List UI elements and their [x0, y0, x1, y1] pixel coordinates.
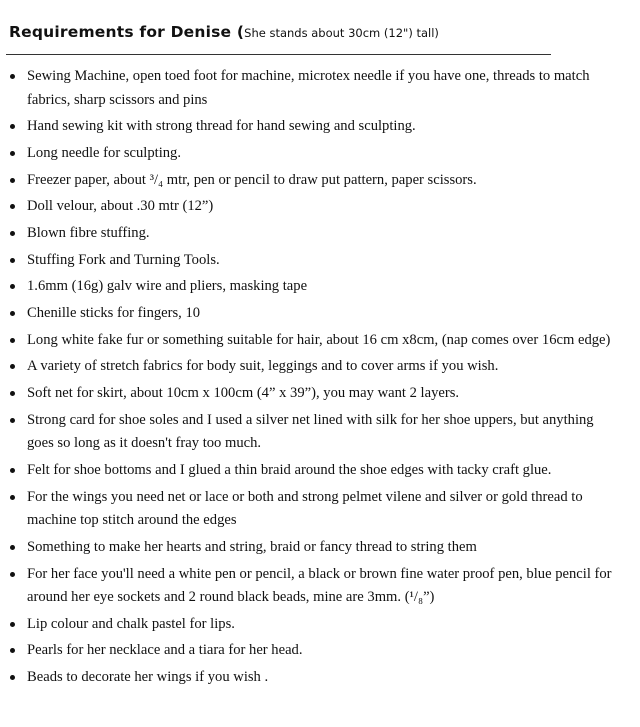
bullet-icon — [10, 258, 15, 263]
list-item — [0, 459, 620, 483]
page-heading — [9, 22, 439, 41]
list-item — [0, 409, 620, 456]
list-item — [0, 355, 620, 379]
list-item-text: A variety of stretch fabrics for body suit, leggings and to cover arms if you wish. — [27, 358, 499, 375]
list-item-text: Chenille sticks for fingers, 10 — [27, 305, 201, 321]
bullet-icon — [10, 204, 15, 209]
list-item — [0, 275, 620, 299]
list-item — [0, 249, 620, 273]
list-item — [0, 329, 620, 353]
list-item — [0, 382, 620, 406]
list-item — [0, 639, 620, 663]
list-item — [0, 666, 620, 690]
bullet-icon — [10, 124, 15, 129]
list-item-text: Something to make her hearts and string, braid or fancy thread to string them — [27, 538, 477, 555]
list-item — [0, 486, 620, 533]
bullet-icon — [10, 391, 15, 396]
list-item-text: 1.6mm (16g) galv wire and pliers, masking tape — [27, 278, 308, 295]
list-item-text: Doll velour, about .30 mtr (12”) — [27, 198, 214, 215]
list-item-text: Strong card for shoe soles and I used a silver net lined with silk for her shoe uppers, but anything goes so long as it doesn't fray too much. — [27, 411, 594, 452]
list-item-text: Beads to decorate her wings if you wish . — [27, 669, 269, 686]
bullet-icon — [10, 572, 15, 577]
list-item-text: Lip colour and chalk pastel for lips. — [27, 615, 235, 632]
list-item-text: For the wings you need net or lace or both and strong pelmet vilene and silver or gold thread to machine top stitch around the edges — [27, 488, 583, 529]
list-item-text: Hand sewing kit with strong thread for hand sewing and sculpting. — [27, 118, 416, 135]
list-item-text: Felt for shoe bottoms and I glued a thin braid around the shoe edges with tacky craft glue. — [27, 461, 552, 478]
list-item-text: Pearls for her necklace and a tiara for her head. — [27, 642, 303, 659]
bullet-icon — [10, 622, 15, 627]
list-item — [0, 222, 620, 246]
list-item — [0, 169, 620, 193]
list-item — [0, 115, 620, 139]
list-item-text: Freezer paper, about ³/₄ mtr, pen or pencil to draw put pattern, paper scissors. — [27, 171, 477, 188]
bullet-icon — [10, 675, 15, 680]
list-item — [0, 65, 620, 112]
list-item-text: For her face you'll need a white pen or pencil, a black or brown fine water proof pen, blue pencil for around her eye sockets and 2 round black beads, mine are 3mm. (¹/₈”) — [27, 565, 612, 605]
list-item — [0, 613, 620, 637]
requirements-list — [0, 65, 620, 693]
bullet-icon — [10, 418, 15, 423]
bullet-icon — [10, 178, 15, 183]
list-item — [0, 302, 620, 326]
list-item-text: Long white fake fur or something suitable for hair, about 16 cm x8cm, (nap comes over 16cm edge) — [27, 331, 611, 348]
bullet-icon — [10, 284, 15, 289]
heading-title: Requirements for Denise ( — [9, 23, 245, 41]
bullet-icon — [10, 648, 15, 653]
bullet-icon — [10, 545, 15, 550]
list-item — [0, 563, 620, 610]
list-item — [0, 195, 620, 219]
bullet-icon — [10, 364, 15, 369]
bullet-icon — [10, 231, 15, 236]
list-item — [0, 142, 620, 166]
heading-subtitle: She stands about 30cm (12") tall) — [244, 26, 439, 40]
bullet-icon — [10, 338, 15, 343]
list-item-text: Sewing Machine, open toed foot for machine, microtex needle if you have one, threads to match fabrics, sharp scissors and pins — [27, 68, 590, 108]
bullet-icon — [10, 495, 15, 500]
bullet-icon — [10, 151, 15, 156]
list-item-text: Stuffing Fork and Turning Tools. — [27, 251, 220, 268]
bullet-icon — [10, 468, 15, 473]
heading-divider — [6, 54, 551, 55]
list-item-text: Blown fibre stuffing. — [27, 224, 150, 241]
bullet-icon — [10, 311, 15, 316]
list-item-text: Soft net for skirt, about 10cm x 100cm (4” x 39”), you may want 2 layers. — [27, 385, 460, 402]
list-item-text: Long needle for sculpting. — [27, 144, 182, 161]
bullet-icon — [10, 74, 15, 79]
list-item — [0, 536, 620, 560]
